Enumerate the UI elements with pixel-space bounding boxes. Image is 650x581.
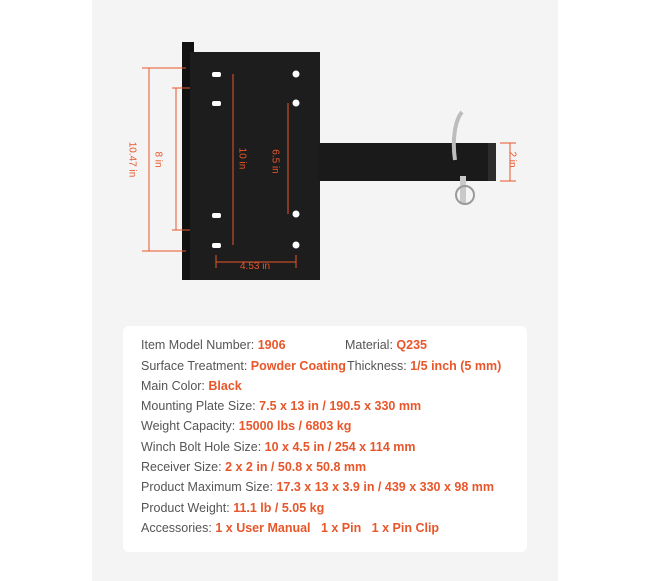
receiver-size-label: 2 in — [506, 151, 518, 168]
overall-height-label: 10.47 in — [126, 141, 138, 178]
hole-horizontal-label: 4.53 in — [240, 261, 271, 272]
spec-receiver: Receiver Size: 2 x 2 in / 50.8 x 50.8 mm — [141, 460, 367, 474]
hole-vertical-label: 10 in — [236, 147, 248, 170]
spec-max-size: Product Maximum Size: 17.3 x 13 x 3.9 in / 439 x 330 x 98 mm — [141, 480, 494, 494]
spec-capacity: Weight Capacity: 15000 lbs / 6803 kg — [141, 419, 352, 433]
plate-height-label: 8 in — [152, 151, 164, 168]
spec-plate-size: Mounting Plate Size: 7.5 x 13 in / 190.5 x 330 mm — [141, 399, 422, 413]
spec-model: Item Model Number: 1906 — [141, 338, 286, 352]
inner-holes-label: 6.5 in — [269, 149, 281, 174]
spec-weight: Product Weight: 11.1 lb / 5.05 kg — [141, 501, 325, 515]
mounting-plate — [190, 52, 320, 280]
spec-surface: Surface Treatment: Powder Coating — [141, 359, 346, 373]
specifications-card — [123, 326, 527, 552]
spec-thickness: Thickness: 1/5 inch (5 mm) — [347, 359, 502, 373]
spec-material: Material: Q235 — [345, 338, 428, 352]
spec-accessories: Accessories: 1 x User Manual 1 x Pin 1 x Pin Clip — [141, 521, 440, 535]
spec-color: Main Color: Black — [141, 379, 242, 393]
spec-bolt-hole: Winch Bolt Hole Size: 10 x 4.5 in / 254 x 114 mm — [141, 440, 416, 454]
pin-shaft — [460, 176, 466, 204]
receiver-tube — [318, 143, 496, 181]
